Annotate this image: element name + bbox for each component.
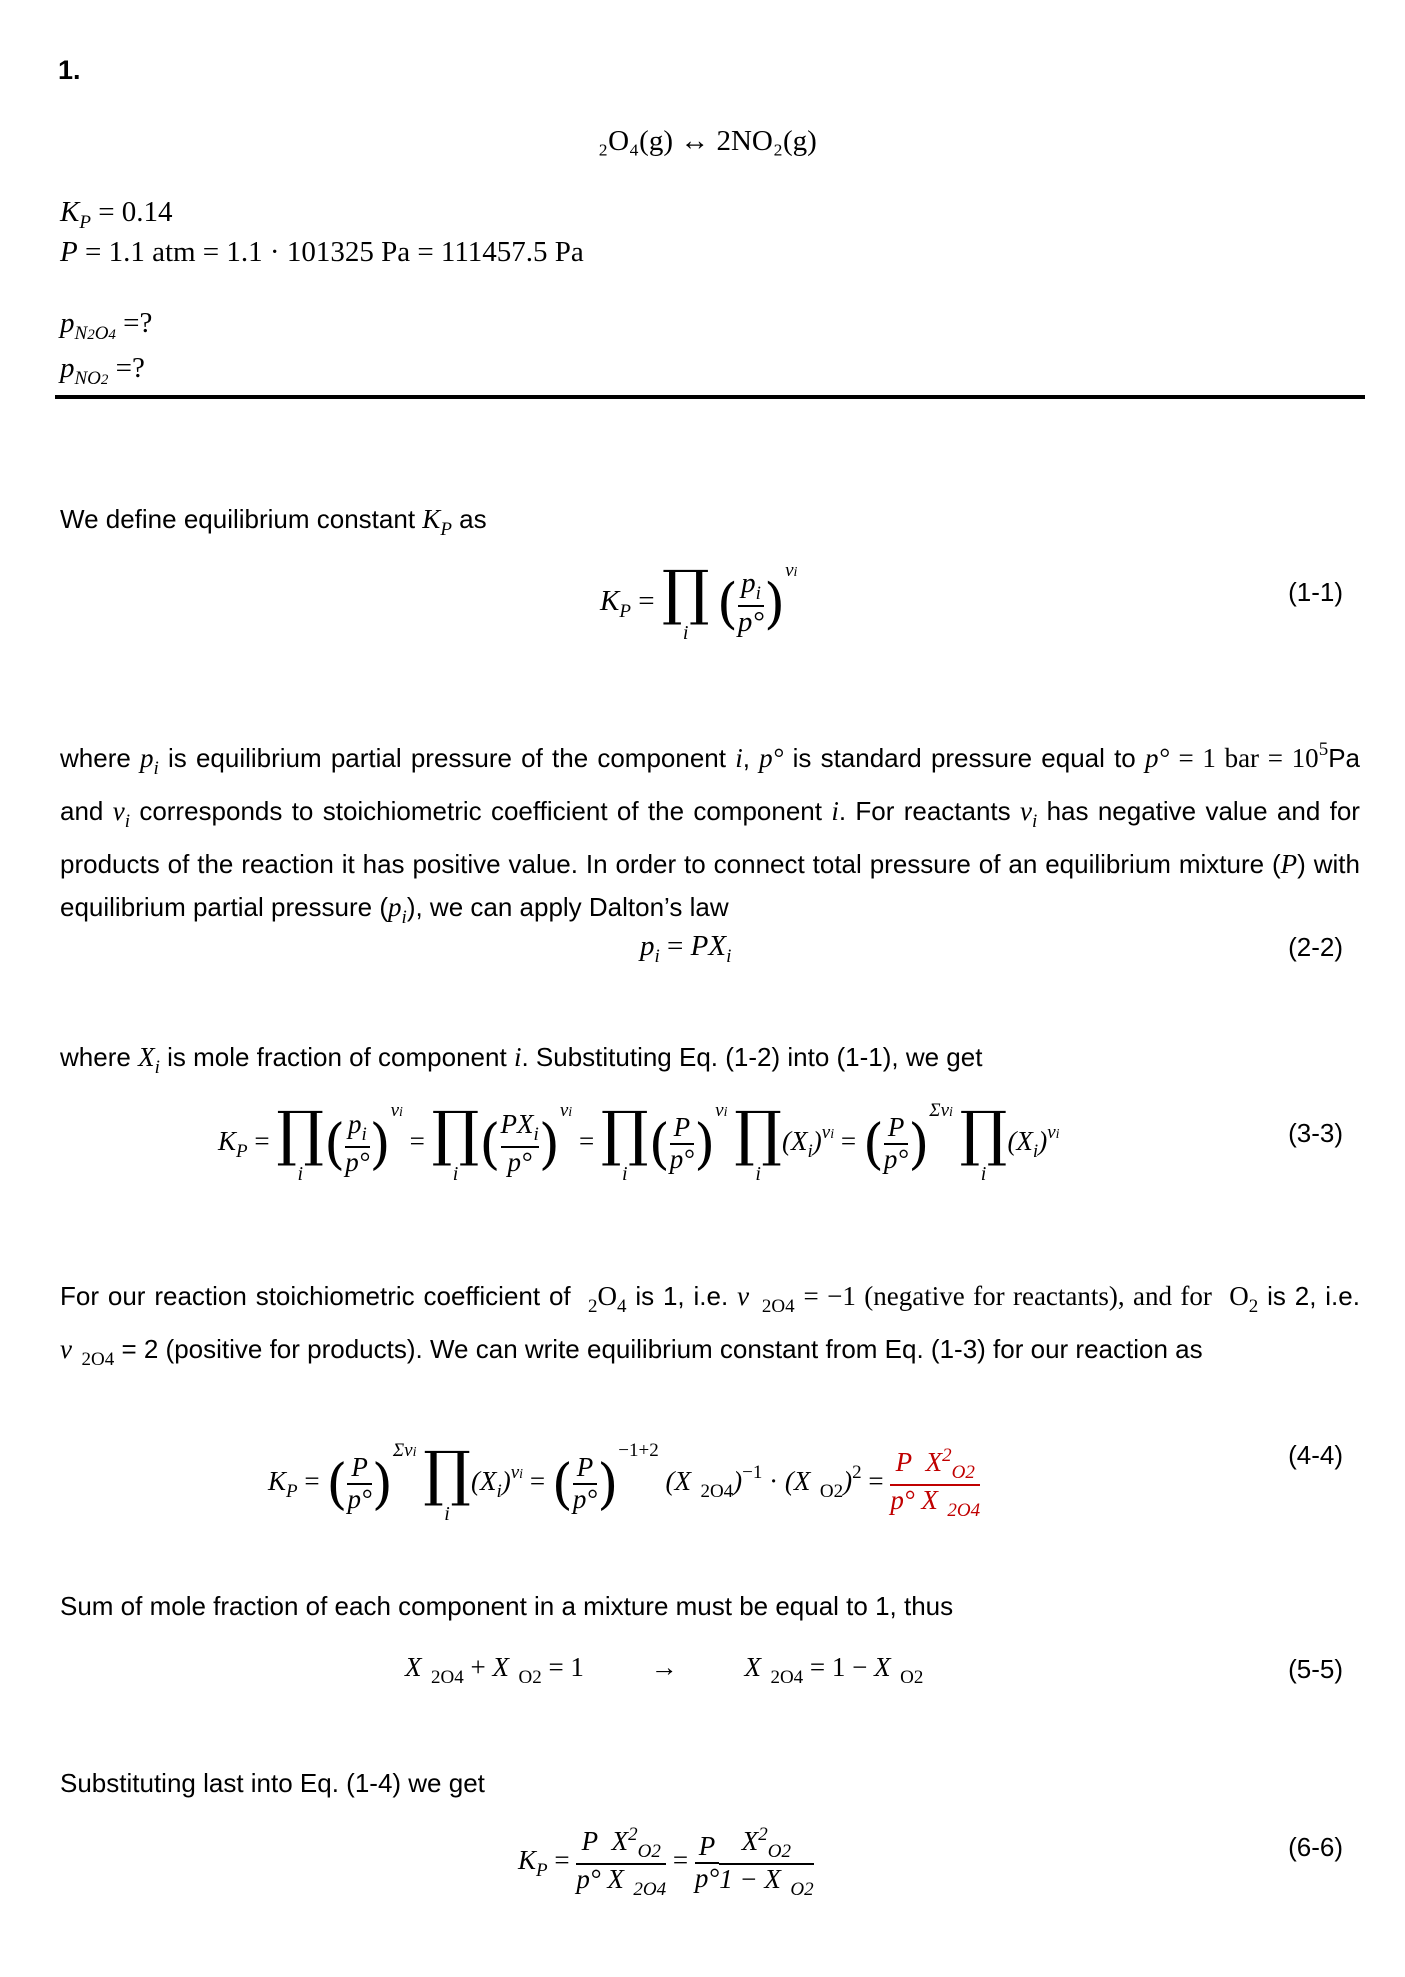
eq-number-1: (1-1): [1288, 577, 1343, 607]
unknown-pno2-mark: =?: [115, 352, 145, 384]
p2-d: is standard pressure equal to: [792, 743, 1136, 773]
equation-6-6: $K_P$ = $\frac{P X^2_{O2}}{p^\circ X _{2O4}}$ = $\frac{P}{p^\circ}$ $\frac{X^2_{O2}}{1 - X _{O2}}$: [518, 1824, 814, 1900]
highlighted-result: $\frac{P X^2_{O2}}{p^\circ X _{2O4}}$: [890, 1444, 981, 1521]
p2-e: = 1 bar = 10: [1178, 743, 1319, 773]
eq-number-6: (6-6): [1288, 1832, 1343, 1862]
p2-b: is equilibrium partial pressure of the component: [167, 743, 726, 773]
paragraph-definition-end: as: [459, 504, 487, 534]
p2-j: ) with equilibrium partial pressure (: [60, 849, 1360, 922]
unknown-pno2: $p_{NO2}$ =?: [60, 352, 145, 389]
equation-2-2: $p_i = PX_i$: [640, 930, 732, 967]
reaction-equation: ₂O₄(g) ↔ 2NO₂(g): [598, 125, 817, 157]
paragraph-definition: We define equilibrium constant $K_P$ as: [60, 504, 487, 540]
problem-number: 1.: [58, 55, 81, 85]
p4-a: For our reaction stoichiometric coefficient of: [60, 1281, 571, 1311]
p3-a: where: [60, 1042, 131, 1072]
p4-e: = 2 (positive for products). We can write equilibrium constant from Eq. (1-3) for our reaction as: [121, 1334, 1203, 1364]
unknown-pn2o4: $p_{N2O4}$ =?: [60, 307, 153, 344]
p2-a: where: [60, 743, 131, 773]
paragraph-reaction: For our reaction stoichiometric coefficient of $_2O_4$ is 1, i.e. ν $_{2O4}$ = −1 (negative for reactants), and for $O_2$ is 2, i.e. ν $_{2O4}$ = 2 (positive for products). We can write equilibrium constant from Eq. (1-3) for our reaction as: [60, 1281, 1360, 1370]
p2-f: Pa and: [60, 743, 1360, 826]
p2-c: ,: [742, 743, 750, 773]
p4-d: is 2, i.e.: [1267, 1281, 1360, 1311]
equation-1-1: $K_P$ = ∏ i ( $\frac{p_i}{p^\circ}$ )$^{\nu i}$: [600, 558, 798, 645]
paragraph-definition-text: We define equilibrium constant: [60, 504, 416, 534]
eq-number-3: (3-3): [1288, 1118, 1343, 1148]
eq-number-2: (2-2): [1288, 932, 1343, 962]
given-kp: $K_P = 0.14$: [60, 196, 173, 233]
paragraph-explanation: where $p_i$ is equilibrium partial pressure of the component i, p° is standard pressure equal to p° = 1 bar = $10^5Pa$ and $\nu_i$ corresponds to stoichiometric coefficient of the component i. For reactants $\nu_i$ has negative value and for products of the reaction it has positive value. In order to connect total pressure of an equilibrium mixture (P) with equilibrium partial pressure $(p_i)$, we can apply Dalton’s law: [60, 739, 1360, 928]
p4-b: is 1, i.e.: [635, 1281, 729, 1311]
equation-5-5: X $_{2O4}$ + X $_{O2}$ = 1 → X $_{2O4}$ = 1 − X $_{O2}$: [405, 1652, 924, 1688]
equation-3-3: $K_P$ = ∏ i ( $\frac{p_i}{p^\circ}$ )$^{\nu i}$ = ∏ i ( $\frac{PX_i}{p^\circ}$ )$^{\nu i}$ = ∏ i ( $\frac{P}{p^\circ}$ )$^{\nu i}$ ∏ i $(X_i)^{\nu i}$ = ( $\frac{P}{p^\circ}$ )$^{\Sigma\nu i}$ ∏ i $(X_i)^{\nu i}$: [218, 1098, 1060, 1185]
p3-c: . Substituting Eq. (1-2) into (1-1), we get: [521, 1042, 983, 1072]
paragraph-sum: Sum of mole fraction of each component in a mixture must be equal to 1, thus: [60, 1591, 954, 1621]
given-pressure-value: = 1.1 atm = 1.1 · 101325 Pa = 111457.5 Pa: [84, 236, 584, 268]
given-pressure: P = 1.1 atm = 1.1 · 101325 Pa = 111457.5 Pa: [60, 236, 584, 268]
paragraph-substitution: Substituting last into Eq. (1-4) we get: [60, 1768, 485, 1798]
equation-4-4: $K_P$ = ( $\frac{P}{p^\circ}$ )$^{\Sigma\nu i}$ ∏ i $(X_i)^{\nu i}$ = ( $\frac{P}{p^\circ}$ )$^{-1+2}$ (X $_{2O4}$)$^{-1}$ · (X $_{O2}$)$^2$ = $\frac{P X^2_{O2}}{p^\circ X _{2O4}}$: [268, 1438, 981, 1525]
p2-i: has negative value and for products of the reaction it has positive value. In order to connect total pressure of an equilibrium mixture (: [60, 796, 1360, 879]
section-divider: [55, 395, 1365, 399]
p2-g: corresponds to stoichiometric coefficient of the component: [139, 796, 822, 826]
eq-number-5: (5-5): [1288, 1654, 1343, 1684]
eq-number-4: (4-4): [1288, 1440, 1343, 1470]
p2-h: . For reactants: [838, 796, 1011, 826]
paragraph-mole-fraction: where $X_i$ is mole fraction of component i. Substituting Eq. (1-2) into (1-1), we get: [60, 1042, 983, 1078]
given-kp-value: = 0.14: [98, 196, 173, 228]
unknown-pn2o4-mark: =?: [123, 307, 153, 339]
p3-b: is mole fraction of component: [167, 1042, 507, 1072]
p4-c: = −1 (negative for reactants), and for: [803, 1281, 1212, 1311]
p2-k: ), we can apply Dalton’s law: [406, 892, 729, 922]
